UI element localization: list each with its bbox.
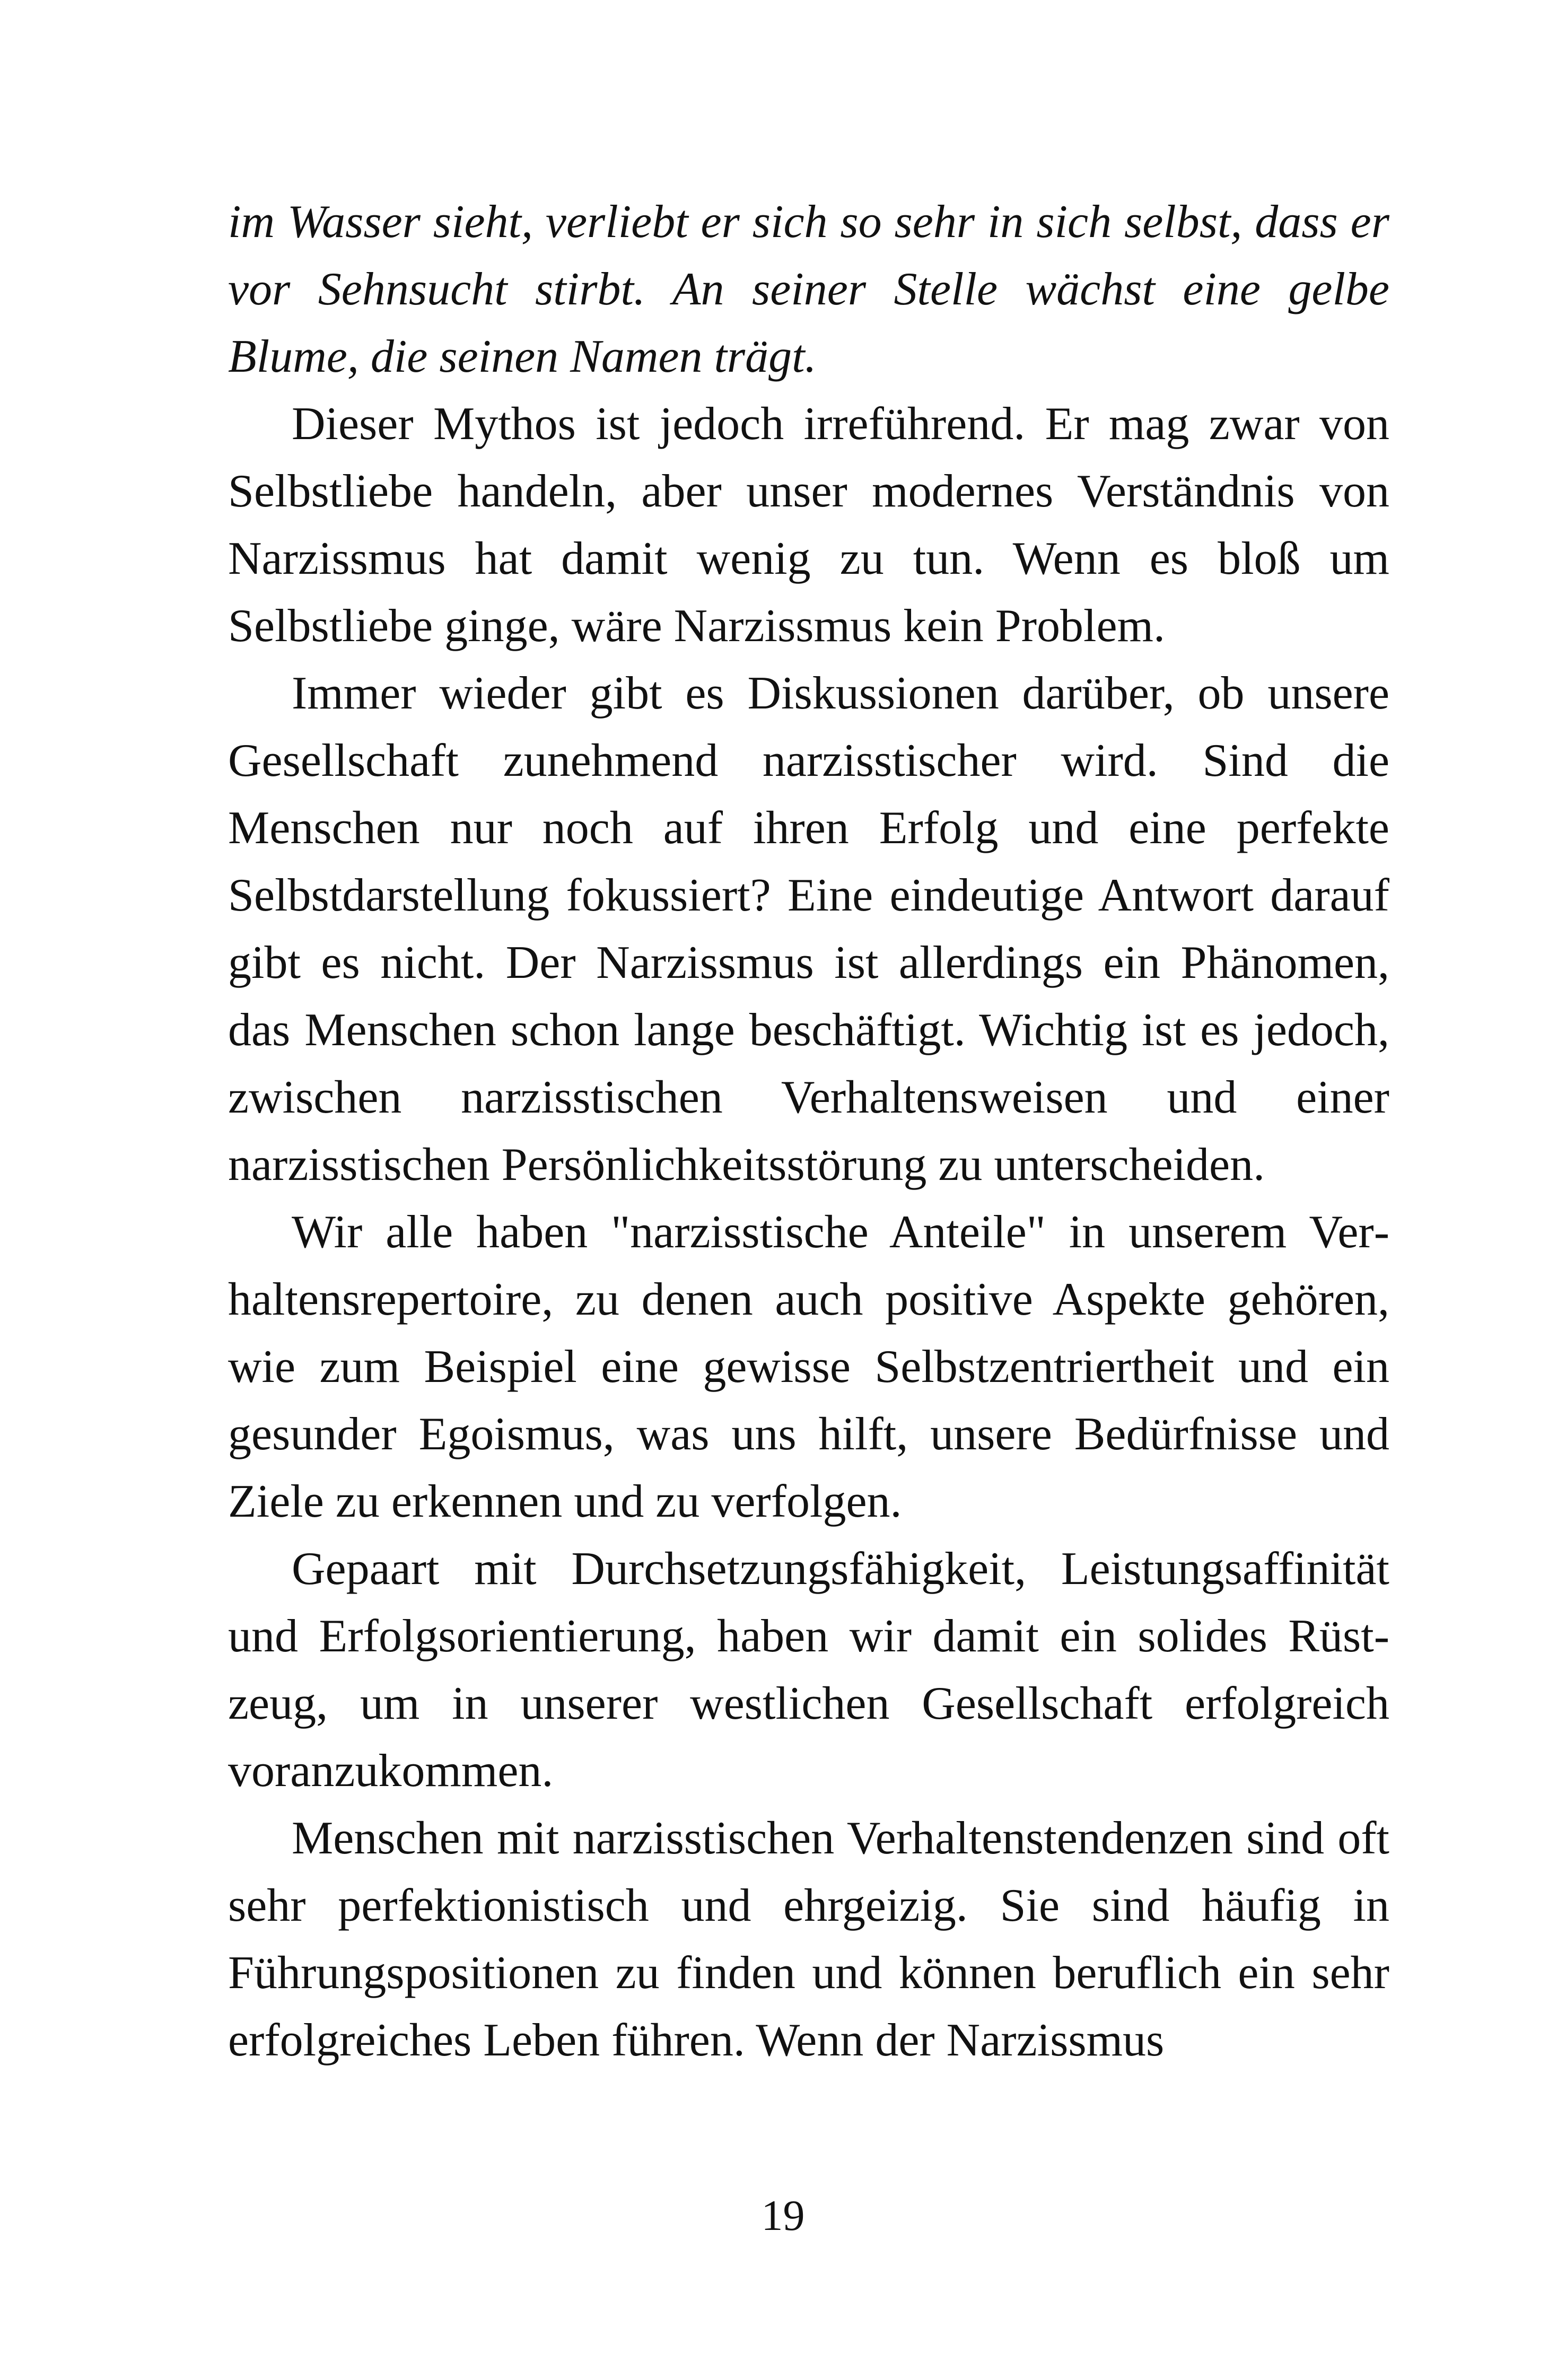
paragraph: Wir alle haben "narzisstische Anteile" in unserem Verhaltensrepertoire, zu denen auch positive Aspekte gehören, wie zum Beispiel eine gewisse Selbstzentriertheit und ein gesunder Egoismus, was uns hilft, unsere Bedürfnisse und Ziele zu erkennen und zu verfolgen. [228,1206,1389,1527]
paragraph: Dieser Mythos ist jedoch irreführend. Er mag zwar von Selbstliebe handeln, aber unser modernes Verständnis von Narzissmus hat damit wenig zu tun. Wenn es bloß um Selbstliebe ginge, wäre Narzissmus kein Problem. [228,398,1389,652]
paragraph: Immer wieder gibt es Diskussionen darüber, ob unsere Gesellschaft zunehmend narzisstischer wird. Sind die Menschen nur noch auf ihren Erfolg und eine perfekte Selbstdarstellung fokussiert? Eine eindeutige Antwort darauf gibt es nicht. Der Narzissmus ist allerdings ein Phänomen, das Menschen schon lange beschäftigt. Wichtig ist es jedoch, zwischen narzisstischen Verhaltensweisen und einer narzisstischen Persönlichkeitsstörung zu unterscheiden. [228,668,1389,1191]
paragraph: Gepaart mit Durchsetzungsfähigkeit, Leistungsaffinität und Erfolgsorientierung, haben wir damit ein solides Rüstzeug, um in unserer westlichen Gesellschaft erfolgreich voranzukommen. [228,1543,1389,1797]
paragraph: Menschen mit narzisstischen Verhaltenstendenzen sind oft sehr perfektionistisch und ehrgeizig. Sie sind häufig in Führungspositionen zu finden und können beruflich ein sehr erfolgreiches Leben führen. Wenn der Narzissmus [228,1813,1389,2066]
body-text [228,188,1389,2074]
paragraph-italic-continuation: im Wasser sieht, verliebt er sich so sehr in sich selbst, dass er vor Sehnsucht stirbt. An seiner Stelle wächst eine gelbe Blume, die seinen Namen trägt. [228,196,1389,382]
page-number: 19 [761,2191,805,2239]
